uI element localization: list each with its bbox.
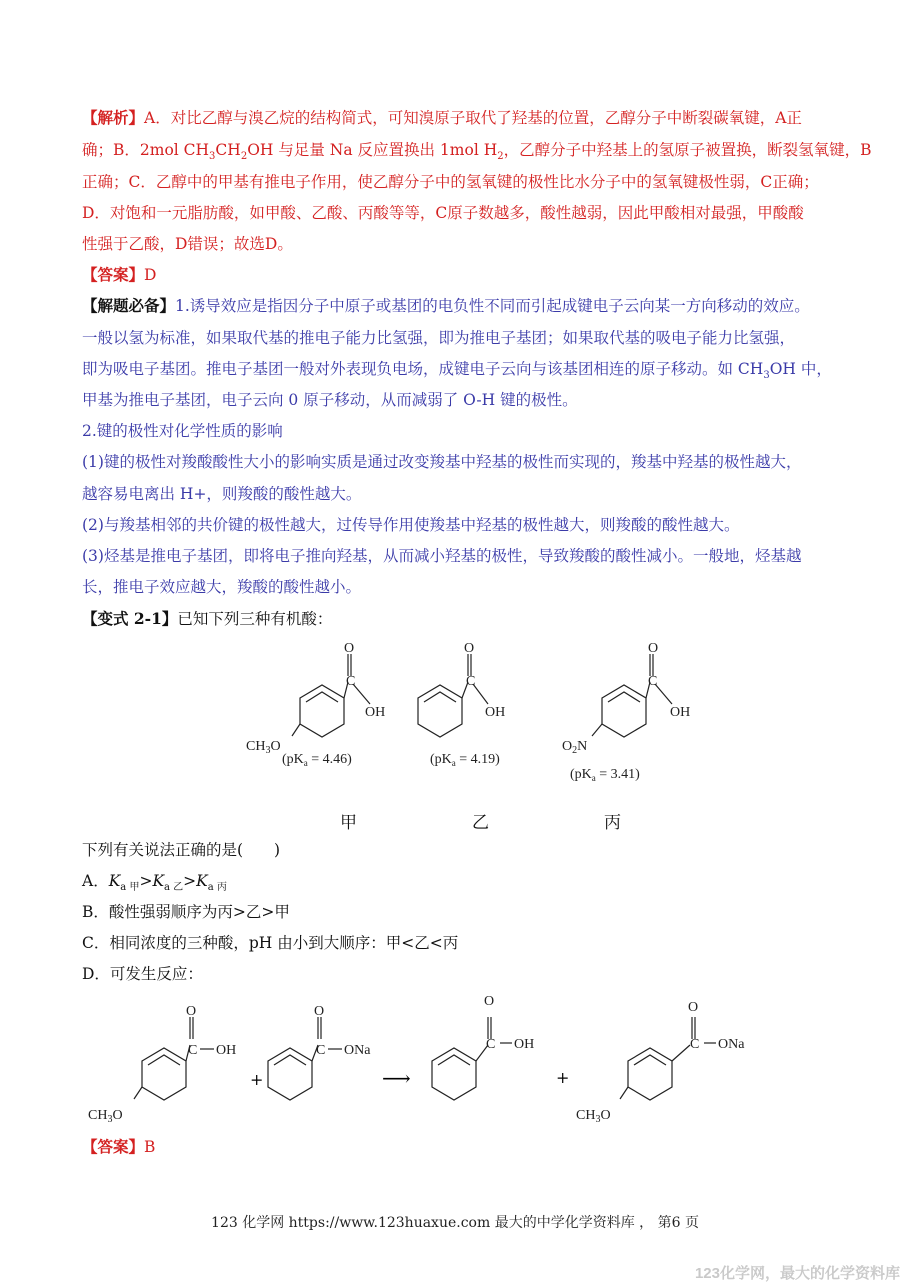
- option-a: A．$K_{a 甲}>K_{a 乙}>K_{a 丙}$: [82, 872, 227, 894]
- svg-text:OH: OH: [365, 705, 386, 720]
- option-d: D．可发生反应：: [82, 965, 203, 983]
- essentials-line-1: 【解题必备】1.诱导效应是指因分子中原子或基团的电负性不同而引起成键电子云向某一方向移动的效应。: [82, 296, 810, 315]
- analysis-line-5: 性强于乙酸，D错误；故选D。: [82, 235, 293, 253]
- svg-text:CH3O: $CH_3O$: [576, 1108, 611, 1125]
- option-b: B．酸性强弱顺序为丙>乙>甲: [82, 903, 290, 921]
- watermark: 123化学网，最大的化学资料库: [694, 1265, 900, 1282]
- svg-text:(pKa = 3.41): $(pK_a = 3.41)$: [570, 767, 640, 783]
- svg-text:O: O: [688, 1000, 699, 1015]
- essentials-tag: 【解题必备】: [82, 296, 176, 315]
- svg-text:ONa: ONa: [718, 1037, 745, 1052]
- svg-text:C: C: [316, 1043, 326, 1058]
- svg-text:O: O: [186, 1004, 197, 1019]
- essentials-line-5: 2.键的极性对化学性质的影响: [82, 422, 283, 440]
- option-c: C．相同浓度的三种酸，pH 由小到大顺序：甲<乙<丙: [82, 934, 459, 952]
- essentials-line-9: (3)烃基是推电子基团，即将电子推向羟基，从而减小羟基的极性，导致羧酸的酸性减小。一般地，烃基越: [82, 547, 802, 565]
- analysis-line-3: 正确；C．乙醇中的甲基有推电子作用，使乙醇分子中的氢氧键的极性比水分子中的氢氧键极性弱，C正确；: [82, 173, 819, 191]
- svg-text:C: C: [346, 674, 356, 689]
- variant-tag: 【变式 2-1】: [82, 609, 178, 628]
- essentials-line-4: 甲基为推电子基团，电子云向 0 原子移动，从而减弱了 O-H 键的极性。: [82, 391, 578, 409]
- reaction-arrow: ⟶: [382, 1066, 411, 1090]
- reaction-figure: [80, 995, 780, 1130]
- essentials-line-10: 长，推电子效应越大，羧酸的酸性越小。: [82, 578, 362, 596]
- svg-text:OH: OH: [216, 1043, 237, 1058]
- svg-text:OH: OH: [670, 705, 691, 720]
- svg-text:CH3O: $CH_3O$: [88, 1108, 123, 1125]
- svg-text:(pKa = 4.46): $(pK_a = 4.46)$: [282, 752, 352, 768]
- acids-figure: [230, 640, 710, 790]
- analysis-tag: 【解析】: [82, 108, 145, 127]
- essentials-line-3: 即为吸电子基团。推电子基团一般对外表现负电场，成键电子云向与该基团相连的原子移动。如 $CH_3OH$ 中，: [82, 360, 832, 382]
- svg-text:OH: OH: [514, 1037, 535, 1052]
- svg-text:C: C: [486, 1037, 496, 1052]
- analysis-line-4: D．对饱和一元脂肪酸，如甲酸、乙酸、丙酸等等，C原子数越多，酸性越弱，因此甲酸相对最强，甲酸酸: [82, 204, 804, 222]
- svg-text:C: C: [690, 1037, 700, 1052]
- analysis-line-2: 确；B．2mol $CH_3CH_2OH$ 与足量 Na 反应置换出 1mol $H_2$，乙醇分子中羟基上的氢原子被置换，断裂氢氧键，B: [82, 141, 872, 163]
- svg-text:O2N: $O_2N$: [562, 739, 588, 756]
- svg-text:OH: OH: [485, 705, 506, 720]
- svg-text:CH3O: $CH_3O$: [246, 739, 281, 756]
- acid-name-1: 甲: [340, 813, 357, 833]
- svg-text:O: O: [344, 641, 355, 656]
- essentials-line-8: (2)与羧基相邻的共价键的极性越大，过传导作用使羧基中羟基的极性越大，则羧酸的酸性越大。: [82, 516, 740, 534]
- svg-text:C: C: [648, 674, 658, 689]
- svg-text:O: O: [648, 641, 659, 656]
- answer-2: 【答案】B: [82, 1137, 156, 1156]
- essentials-line-6: (1)键的极性对羧酸酸性大小的影响实质是通过改变羧基中羟基的极性而实现的，羧基中羟基的极性越大，: [82, 453, 802, 471]
- plus-sign-2: +: [556, 1068, 570, 1087]
- acid-name-2: 乙: [472, 813, 489, 833]
- page-footer: 123 化学网 https://www.123huaxue.com 最大的中学化学资料库 ， 第6 页: [211, 1215, 699, 1231]
- acid-name-3: 丙: [604, 813, 621, 833]
- plus-sign-1: +: [250, 1070, 264, 1089]
- question-stem: 下列有关说法正确的是( ): [82, 841, 281, 859]
- svg-text:C: C: [188, 1043, 198, 1058]
- essentials-line-7: 越容易电离出 H+，则羧酸的酸性越大。: [82, 485, 362, 503]
- svg-text:(pKa = 4.19): $(pK_a = 4.19)$: [430, 752, 500, 768]
- svg-text:O: O: [314, 1004, 325, 1019]
- variant-line: 【变式 2-1】已知下列三种有机酸：: [82, 609, 333, 628]
- svg-text:ONa: ONa: [344, 1043, 371, 1058]
- svg-text:O: O: [464, 641, 475, 656]
- svg-text:O: O: [484, 995, 495, 1009]
- analysis-line-1: 【解析】A．对比乙醇与溴乙烷的结构简式，可知溴原子取代了羟基的位置，乙醇分子中断裂碳氧键，A正: [82, 108, 802, 127]
- answer-1: 【答案】D: [82, 265, 157, 284]
- essentials-line-2: 一般以氢为标准，如果取代基的推电子能力比氢强，即为推电子基团；如果取代基的吸电子能力比氢强，: [82, 329, 796, 347]
- svg-text:C: C: [466, 674, 476, 689]
